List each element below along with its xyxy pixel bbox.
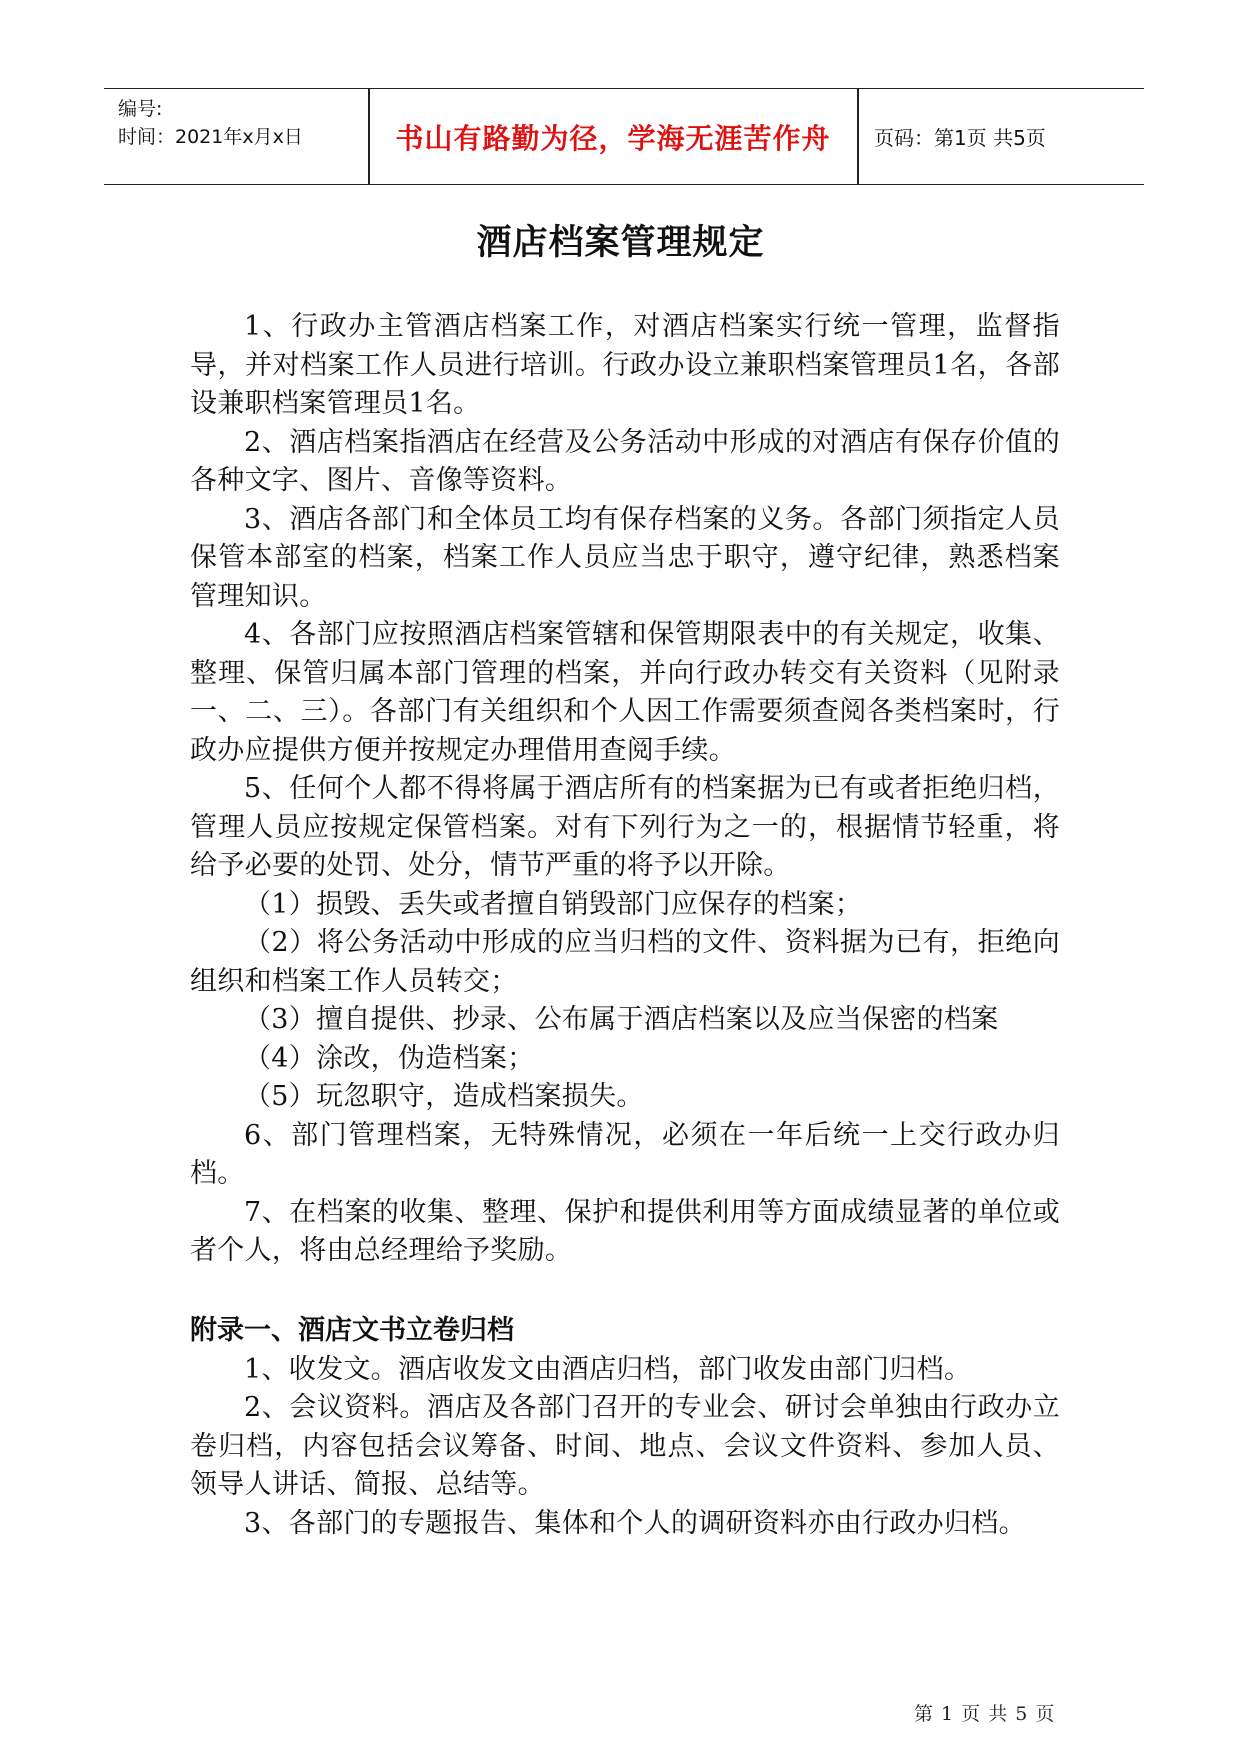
document-body bbox=[190, 308, 1060, 1543]
appendix-paragraph: 1、收发文。酒店收发文由酒店归档，部门收发由部门归档。 bbox=[244, 1353, 972, 1385]
paragraph: 3、酒店各部门和全体员工均有保存档案的义务。各部门须指定人员保管本部室的档案，档案工作人员应当忠于职守，遵守纪律，熟悉档案管理知识。 bbox=[190, 503, 1060, 612]
page-footer: 第 1 页 共 5 页 bbox=[914, 1703, 1056, 1725]
list-item: （5）玩忽职守，造成档案损失。 bbox=[244, 1081, 644, 1112]
paragraph: 4、各部门应按照酒店档案管辖和保管期限表中的有关规定，收集、整理、保管归属本部门管理的档案，并向行政办转交有关资料（见附录一、二、三）。各部门有关组织和个人因工作需要须查阅各类档案时，行政办应提供方便并按规定办理借用查阅手续。 bbox=[190, 619, 1060, 766]
time-label: 时间：2021年x月x日 bbox=[118, 126, 303, 148]
paragraph: 2、酒店档案指酒店在经营及公务活动中形成的对酒店有保存价值的各种文字、图片、音像等资料。 bbox=[190, 426, 1060, 496]
paragraph: 1、行政办主管酒店档案工作，对酒店档案实行统一管理，监督指导，并对档案工作人员进行培训。行政办设立兼职档案管理员1名，各部设兼职档案管理员1名。 bbox=[190, 311, 1060, 419]
appendix-heading: 附录一、酒店文书立卷归档 bbox=[190, 1314, 514, 1346]
list-item: （2）将公务活动中形成的应当归档的文件、资料据为已有，拒绝向组织和档案工作人员转交； bbox=[190, 927, 1060, 997]
document-title: 酒店档案管理规定 bbox=[476, 222, 765, 263]
page-header bbox=[104, 88, 1144, 185]
list-item: （3）擅自提供、抄录、公布属于酒店档案以及应当保密的档案 bbox=[244, 1004, 999, 1035]
paragraph: 5、任何个人都不得将属于酒店所有的档案据为已有或者拒绝归档，管理人员应按规定保管档案。对有下列行为之一的，根据情节轻重，将给予必要的处罚、处分，情节严重的将予以开除。 bbox=[190, 773, 1060, 881]
header-motto: 书山有路勤为径，学海无涯苦作舟 bbox=[395, 121, 831, 155]
serial-number-label: 编号: bbox=[118, 98, 163, 120]
appendix-paragraph: 3、各部门的专题报告、集体和个人的调研资料亦由行政办归档。 bbox=[244, 1507, 1026, 1539]
header-page-number: 页码：第1页 共5页 bbox=[874, 126, 1046, 150]
list-item: （4）涂改，伪造档案； bbox=[244, 1042, 535, 1074]
header-divider bbox=[857, 89, 859, 184]
list-item: （1）损毁、丢失或者擅自销毁部门应保存的档案； bbox=[244, 888, 863, 920]
paragraph: 6、部门管理档案，无特殊情况，必须在一年后统一上交行政办归档。 bbox=[190, 1119, 1060, 1189]
header-meta bbox=[118, 95, 368, 151]
appendix-paragraph: 2、会议资料。酒店及各部门召开的专业会、研讨会单独由行政办立卷归档，内容包括会议筹备、时间、地点、会议文件资料、参加人员、领导人讲话、简报、总结等。 bbox=[190, 1392, 1060, 1500]
paragraph: 7、在档案的收集、整理、保护和提供利用等方面成绩显著的单位或者个人，将由总经理给予奖励。 bbox=[190, 1196, 1060, 1266]
